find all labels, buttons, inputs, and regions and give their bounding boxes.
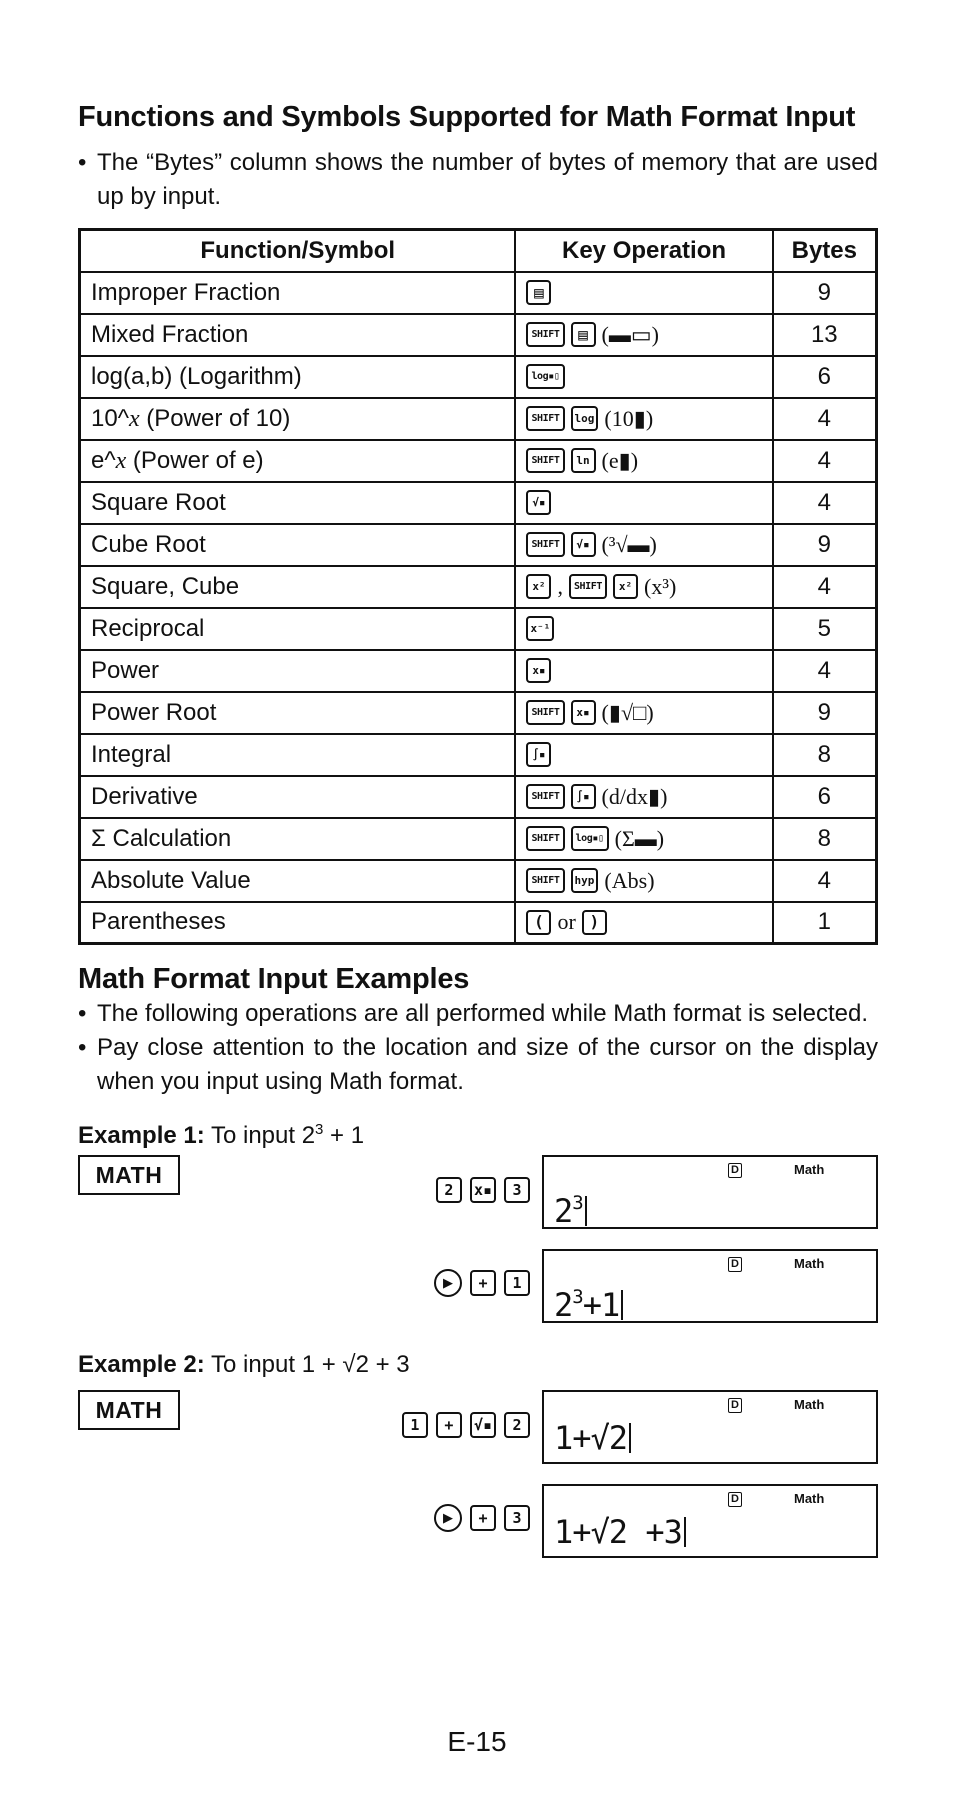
shift-key: SHIFT [526,448,564,473]
example1-heading [78,1115,878,1149]
key-3: 3 [504,1177,530,1203]
example1-block [78,1155,878,1350]
result-symbol: (▬▭) [601,321,659,347]
bytes-value: 4 [773,650,877,692]
right-arrow-key: ▶ [434,1269,462,1297]
degree-indicator: D [728,1257,742,1272]
examples-bullet: • Pay close attention to the location and size of the cursor on the display when you input using Math format. [78,1031,878,1099]
function-name: 10^x (Power of 10) [80,398,516,440]
math-mode-badge: MATH [78,1155,180,1195]
bytes-value: 4 [773,440,877,482]
degree-indicator: D [728,1492,742,1507]
bytes-value: 1 [773,902,877,944]
key-2: 2 [436,1177,462,1203]
page-number: E-15 [447,1726,507,1757]
cursor [621,1290,623,1320]
shift-key: SHIFT [526,784,564,809]
math-mode-badge: MATH [78,1390,180,1430]
key-operation [515,566,772,608]
function-name: Square Root [80,482,516,524]
function-name: Integral [80,734,516,776]
key-operation [515,524,772,566]
function-name: Derivative [80,776,516,818]
display-expression: $2^3+1$ [554,1277,623,1325]
col-header-key-operation: Key Operation [515,230,772,272]
x-inverse-key: x⁻¹ [526,616,554,641]
hyp-key: hyp [571,868,599,893]
table-row [80,902,877,944]
display-expression: 1+√2 [554,1418,631,1458]
right-arrow-key: ▶ [434,1504,462,1532]
key-operation [515,860,772,902]
sqrt-key: √▪ [526,490,551,515]
close-paren-key: ) [582,910,607,935]
key-operation [515,776,772,818]
col-header-function: Function/Symbol [80,230,516,272]
table-row [80,272,877,314]
example2-label: Example 2: [78,1351,205,1378]
table-row [80,524,877,566]
plus-key: + [470,1270,496,1296]
key-operation [515,440,772,482]
table-row [80,440,877,482]
integral-key: ∫▪ [571,784,596,809]
key-sequence [436,1177,530,1203]
key-sequence [402,1412,530,1438]
x-squared-key: x² [613,574,638,599]
log-key: log [571,406,599,431]
math-indicator: Math [794,1491,825,1506]
page [78,98,878,1585]
table-row [80,608,877,650]
functions-table [78,228,878,945]
function-name: Power [80,650,516,692]
result-symbol: (d/dx▮) [601,783,668,809]
function-name: Cube Root [80,524,516,566]
math-indicator: Math [794,1397,825,1412]
examples-bullet: • The following operations are all performed while Math format is selected. [78,997,878,1031]
table-row [80,482,877,524]
separator-comma: , [557,573,563,599]
example2-block [78,1390,878,1585]
shift-key: SHIFT [526,406,564,431]
display-expression: 1+√2 +3 [554,1512,686,1552]
bytes-value: 4 [773,566,877,608]
sqrt-key: √▪ [470,1412,496,1438]
bytes-value: 4 [773,482,877,524]
log-base-key: log▪▯ [571,826,609,851]
math-indicator: Math [794,1256,825,1271]
example1-text: To input $2^3 + 1$ [210,1121,365,1149]
function-name: Reciprocal [80,608,516,650]
key-operation [515,692,772,734]
section-title-functions: Functions and Symbols Supported for Math Format Input [78,101,856,133]
key-2: 2 [504,1412,530,1438]
key-operation [515,650,772,692]
shift-key: SHIFT [526,700,564,725]
x-power-key: x▪ [571,700,596,725]
bytes-value: 9 [773,272,877,314]
lcd-display [542,1390,878,1464]
result-symbol: (³√▬) [601,531,657,557]
lcd-display [542,1155,878,1229]
table-row [80,398,877,440]
example1-label: Example 1: [78,1122,205,1149]
function-name: log(a,b) (Logarithm) [80,356,516,398]
shift-key: SHIFT [526,826,564,851]
key-3: 3 [504,1505,530,1531]
x-power-key: x▪ [470,1177,496,1203]
result-symbol: (x³) [644,573,677,599]
fraction-key: ▤ [526,280,551,305]
key-operation [515,818,772,860]
key-1: 1 [402,1412,428,1438]
bytes-value: 4 [773,860,877,902]
function-name: Power Root [80,692,516,734]
bytes-value: 5 [773,608,877,650]
degree-indicator: D [728,1163,742,1178]
table-row [80,566,877,608]
table-row [80,356,877,398]
key-1: 1 [504,1270,530,1296]
open-paren-key: ( [526,910,551,935]
function-name: Σ Calculation [80,818,516,860]
key-sequence [434,1269,530,1297]
bytes-value: 6 [773,356,877,398]
log-base-key: log▪▯ [526,364,564,389]
result-symbol: (▮√□) [601,699,654,725]
display-expression: $2^3$ [554,1183,587,1231]
table-row [80,776,877,818]
shift-key: SHIFT [569,574,607,599]
bytes-value: 9 [773,692,877,734]
table-row [80,650,877,692]
ln-key: ln [571,448,596,473]
plus-key: + [436,1412,462,1438]
or-text: or [557,909,576,935]
table-row [80,860,877,902]
degree-indicator: D [728,1398,742,1413]
key-operation [515,398,772,440]
table-header-row [80,230,877,272]
table-row [80,818,877,860]
key-operation [515,482,772,524]
shift-key: SHIFT [526,322,564,347]
shift-key: SHIFT [526,868,564,893]
plus-key: + [470,1505,496,1531]
key-operation [515,272,772,314]
example2-text: To input 1 + √2 + 3 [210,1351,410,1378]
function-name: Square, Cube [80,566,516,608]
col-header-bytes: Bytes [773,230,877,272]
x-squared-key: x² [526,574,551,599]
function-name: Improper Fraction [80,272,516,314]
bytes-note: • The “Bytes” column shows the number of bytes of memory that are used up by input. [78,146,878,214]
table-row [80,734,877,776]
result-symbol: (10▮) [604,405,654,431]
table-row [80,692,877,734]
table-row [80,314,877,356]
example2-heading [78,1350,878,1380]
key-operation [515,734,772,776]
shift-key: SHIFT [526,532,564,557]
cursor [684,1517,686,1547]
bytes-value: 6 [773,776,877,818]
bytes-value: 9 [773,524,877,566]
cursor [585,1196,587,1226]
key-operation [515,314,772,356]
lcd-display [542,1249,878,1323]
sqrt-key: √▪ [571,532,596,557]
key-operation [515,608,772,650]
result-symbol: (Σ▬) [614,825,665,851]
result-symbol: (Abs) [604,867,655,893]
key-operation [515,356,772,398]
bytes-value: 8 [773,818,877,860]
math-indicator: Math [794,1162,825,1177]
bytes-value: 4 [773,398,877,440]
key-sequence [434,1504,530,1532]
bytes-value: 13 [773,314,877,356]
lcd-display [542,1484,878,1558]
bytes-value: 8 [773,734,877,776]
fraction-key: ▤ [571,322,596,347]
result-symbol: (e▮) [601,447,639,473]
function-name: Parentheses [80,902,516,944]
function-name: Absolute Value [80,860,516,902]
integral-key: ∫▪ [526,742,551,767]
function-name: Mixed Fraction [80,314,516,356]
section-title-examples: Math Format Input Examples [78,963,470,995]
key-operation [515,902,772,944]
function-name: e^x (Power of e) [80,440,516,482]
x-power-key: x▪ [526,658,551,683]
cursor [629,1423,631,1453]
